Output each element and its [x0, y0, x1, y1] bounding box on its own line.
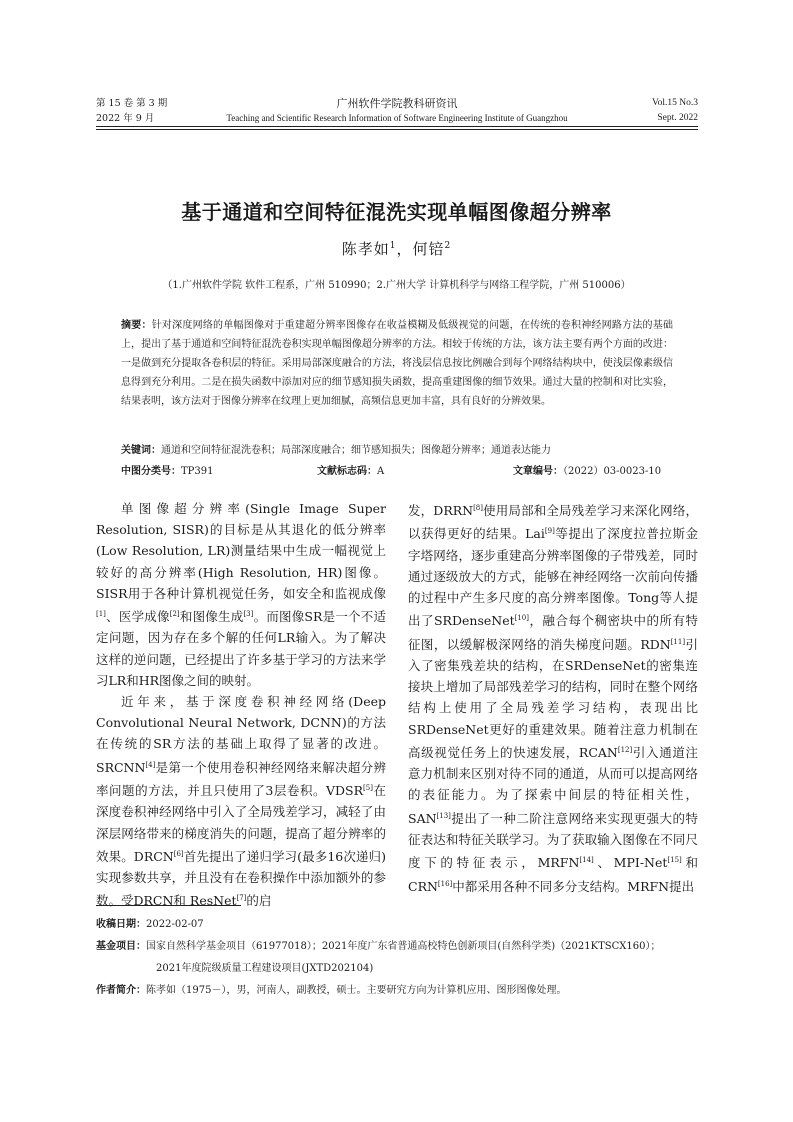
citation-ref: [3]: [243, 610, 254, 619]
body-column-right: [408, 498, 698, 897]
citation-ref: [4]: [145, 760, 156, 769]
document-code: [317, 462, 384, 481]
citation-ref: [8]: [473, 504, 483, 512]
author-bio: [96, 980, 706, 1002]
body-text: 等提出了深度拉普拉斯金字塔网络，逐步重建高分辨率图像的子带残差，同时通过逐级放大的方式，能够在神经网络一次前向传播的过程中产生多尺度的高分辨率图像。Tong等人提出了SRDenseNet: [408, 526, 698, 629]
abstract-label: 摘要：: [121, 320, 152, 331]
citation-ref: [16]: [437, 879, 453, 888]
date-en: Sept. 2022: [657, 113, 698, 123]
body-text: 、MPI-Net: [593, 855, 668, 871]
body-text: 引入了密集残差块的结构，在SRDenseNet的密集连接块上增加了局部残差学习的结构，同时在整个网络结构上使用了全局残差学习结构，表现出比SRDenseNet更好的重建效果。随着注意力机制在高级视觉任务上的快速发展，RCAN: [408, 636, 698, 761]
body-column-left: [96, 498, 386, 912]
header-center: [96, 96, 698, 126]
volume-en: Vol.15 No.3: [651, 98, 698, 108]
author-bio-text: 陈孝如（1975－），男，河南人，副教授，硕士。主要研究方向为计算机应用、图形图像处理。: [146, 985, 567, 996]
fund-line: 国家自然科学基金项目（61977018）；2021年度广东省普通高校特色创新项目(自然科学类)（2021KTSCX160）；: [146, 941, 661, 952]
header-rule-bottom: [96, 129, 698, 130]
header-right: [652, 96, 698, 126]
footnote-rule: [96, 905, 241, 906]
fund-info: [96, 936, 706, 980]
body-text: 。而图像SR是一个不适定问题，因为存在多个解的任何LR输入。为了解决这样的逆问题，已经提出了许多基于学习的方法来学习LR和HR图像之间的映射。: [96, 609, 386, 688]
citation-ref: [1]: [96, 610, 106, 619]
affiliation-marker: 1: [389, 241, 397, 251]
body-text: 和图像生成: [179, 609, 244, 625]
abstract-text: 针对深度网络的单幅图像对于重建超分辨率图像存在收益模糊及低级视觉的问题，在传统的卷积神经网路方法的基础上，提出了基于通道和空间特征混洗卷积实现单幅图像超分辨率的方法。相较于传统的方法，该方法主要有两个方面的改进：一是做到充分提取各卷积层的特征。采用局部深度融合的方法，将浅层信息按比例融合到每个网络结构块中，使浅层像素级信息得到充分利用。二是在损失函数中添加对应的细节感知损失函数，提高重建图像的细节效果。通过大量的控制和对比实验，结果表明，该方法对于图像分辨率在纹理上更加细腻，高频信息更加丰富，具有良好的分辨效果。: [121, 320, 674, 407]
citation-ref: [2]: [169, 610, 180, 619]
abstract: [121, 316, 673, 411]
body-text: 使用局部和全局残差学习来深化网络，以获得更好的结果。Lai: [408, 503, 698, 542]
doc-label: 文献标志码：: [317, 466, 377, 477]
body-text: 中都采用各种不同多分支结构。MRFN提出: [452, 878, 695, 894]
article-number: [513, 462, 661, 481]
citation-ref: [9]: [544, 527, 555, 536]
clc-label: 中图分类号：: [121, 466, 181, 477]
classification-line: [121, 462, 673, 481]
body-text: ，融合每个稠密块中的所有特征图，以缓解极深网络的消失梯度问题。RDN: [408, 613, 698, 652]
author-name: 陈孝如: [341, 240, 390, 258]
affiliation-marker: 2: [444, 241, 452, 251]
citation-ref: [13]: [436, 811, 451, 820]
citation-ref: [11]: [670, 637, 686, 646]
volume-cn: 第 15 卷 第 3 期: [96, 98, 168, 109]
paper-title: 基于通道和空间特征混洗实现单幅图像超分辨率: [181, 200, 612, 224]
date-cn: 2022 年 9 月: [96, 113, 155, 124]
fund-line: 2021年度院级质量工程建设项目(JXTD202104): [156, 963, 374, 974]
journal-name-cn: 广州软件学院教科研资讯: [336, 97, 458, 110]
body-paragraph: [96, 498, 386, 691]
citation-ref: [7]: [236, 894, 247, 903]
citation-ref: [6]: [173, 849, 184, 858]
article-value: （2022）03-0023-10: [563, 466, 662, 477]
affiliations: （1.广州软件学院 软件工程系，广州 510990；2.广州大学 计算机科学与网络工程学院，广州 510006）: [162, 280, 631, 291]
author-bio-label: 作者简介：: [96, 985, 146, 996]
author-name: 何锫: [412, 240, 445, 258]
running-header: [96, 96, 698, 126]
received-date: [96, 914, 706, 936]
header-rule-top: [96, 126, 698, 127]
citation-ref: [15]: [667, 856, 682, 865]
keywords-text: 通道和空间特征混洗卷积；局部深度融合；细节感知损失；图像超分辨率；通道表达能力: [161, 445, 551, 456]
body-text: 近年来，基于深度卷积神经网络(Deep Convolutional Neural Network, DCNN)的方法在传统的SR方法的基础上取得了显著的改进。SRCNN: [96, 693, 386, 775]
author-line: [0, 238, 793, 259]
clc-number: [121, 462, 214, 481]
author-separator: ，: [396, 240, 413, 258]
received-value: 2022-02-07: [146, 919, 204, 930]
keywords-label: 关键词：: [121, 445, 161, 456]
fund-label: 基金项目：: [96, 941, 146, 952]
citation-ref: [5]: [363, 783, 373, 792]
doc-value: A: [377, 466, 385, 477]
body-text: 是第一个使用卷积神经网络来解决超分辨率问题的方法，并且只使用了3层卷积。VDSR: [96, 759, 386, 799]
body-text: 首先提出了递归学习(最多16次递归)实现参数共享，并且没有在卷积操作中添加额外的参数。受DRCN和 ResNet: [96, 848, 386, 909]
received-label: 收稿日期：: [96, 919, 146, 930]
citation-ref: [12]: [617, 745, 633, 754]
body-text: 在深度卷积神经网络中引入了全局残差学习，减轻了由深层网络带来的梯度消失的问题，提高了超分辨率的效果。DRCN: [96, 783, 386, 864]
body-text: 单图像超分辨率(Single Image Super Resolution, SISR)的目标是从其退化的低分辨率(Low Resolution, LR)测量结果中生成一幅视觉上较好的高分辨率(High Resolution, HR)图像。SISR用于各种计算机视觉任务，如安全和监视成像: [96, 501, 386, 601]
body-paragraph: [408, 498, 698, 897]
body-text: 提出了一种二阶注意网络来实现更强大的特征表达和特征关联学习。为了获取输入图像在不同尺度下的特征表示，MRFN: [408, 810, 698, 871]
body-text: 发，DRRN: [408, 503, 474, 519]
citation-ref: [14]: [579, 856, 594, 865]
body-text: 引入通道注意力机制来区别对待不同的通道，从而可以提高网络的表征能力。为了探索中间层的特征相关性，SAN: [408, 745, 698, 826]
keywords: [121, 441, 673, 460]
clc-value: TP391: [181, 466, 214, 477]
article-label: 文章编号：: [513, 466, 563, 477]
body-text: 的启: [246, 893, 272, 909]
body-text: 、医学成像: [105, 609, 170, 625]
citation-ref: [10]: [514, 614, 529, 623]
body-text: 和CRN: [408, 855, 698, 894]
body-paragraph: [96, 691, 386, 912]
journal-name-en: Teaching and Scientific Research Information of Software Engineering Institute of Guangzhou: [226, 113, 568, 123]
